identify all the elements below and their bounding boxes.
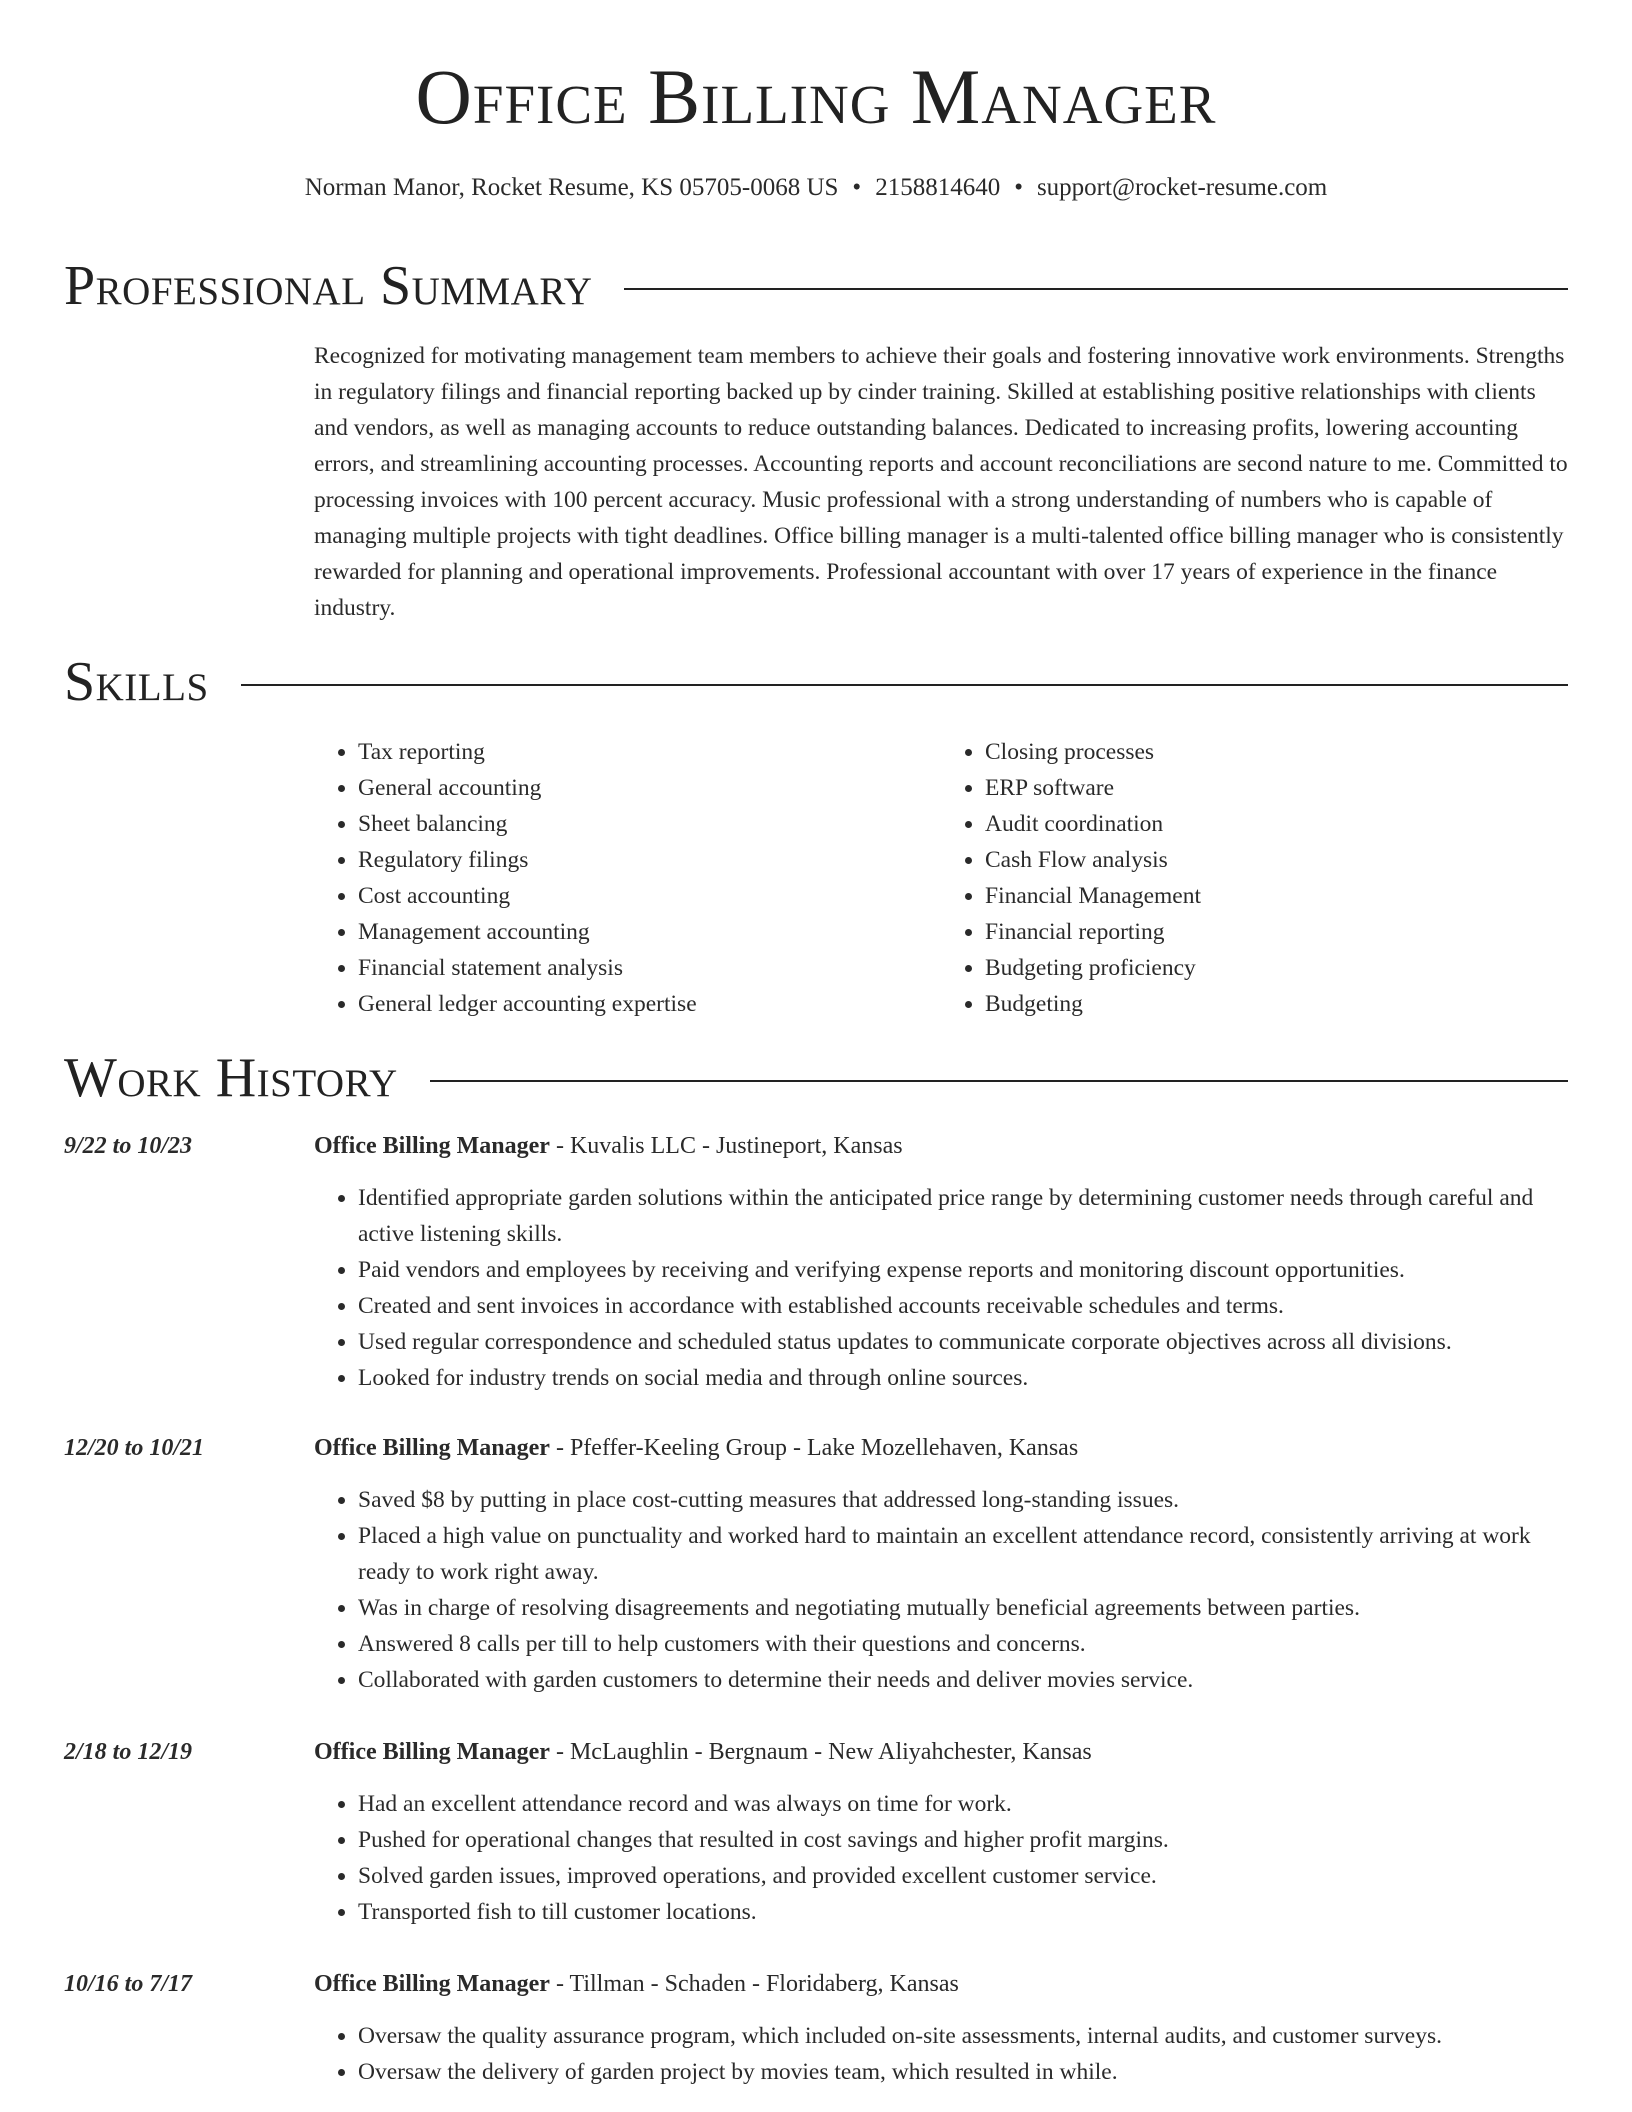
job-title: Office Billing Manager (314, 1739, 550, 1765)
contact-separator: • (852, 174, 862, 201)
job-bullets (314, 1786, 1568, 1930)
work-heading: Work History (64, 1047, 398, 1109)
skill-item: • Sheet balancing (358, 806, 941, 842)
skill-item: • Tax reporting (358, 734, 941, 770)
job-bullets (314, 2018, 1568, 2090)
job-dates: 9/22 to 10/23 (64, 1133, 193, 1159)
job-bullets (314, 1482, 1568, 1698)
job-employer: - Kuvalis LLC - Justineport, Kansas (549, 1133, 903, 1159)
contact-address: Norman Manor, Rocket Resume, KS 05705-0068 US (304, 174, 839, 201)
job-bullet: • Paid vendors and employees by receiving and verifying expense reports and monitoring discount opportunities. (358, 1252, 1568, 1288)
job-dates: 10/16 to 7/17 (64, 1971, 193, 1997)
skill-item: • Audit coordination (985, 806, 1568, 842)
job-title-line (314, 1734, 1568, 1770)
job-employer: - Pfeffer-Keeling Group - Lake Mozellehaven, Kansas (549, 1435, 1079, 1461)
job-bullet: • Answered 8 calls per till to help customers with their questions and concerns. (358, 1626, 1568, 1662)
job-bullet: • Looked for industry trends on social media and through online sources. (358, 1360, 1568, 1396)
job-bullet: • Transported fish to till customer locations. (358, 1894, 1568, 1930)
summary-section-header (64, 255, 1568, 317)
job-bullet: • Placed a high value on punctuality and worked hard to maintain an excellent attendance record, consistently arriving at work ready to work right away. (358, 1518, 1568, 1590)
job-bullet: • Oversaw the delivery of garden project by movies team, which resulted in while. (358, 2054, 1568, 2090)
skill-item: • Regulatory filings (358, 842, 941, 878)
job-title: Office Billing Manager (314, 1133, 550, 1159)
section-divider (241, 684, 1568, 686)
job-bullet: • Collaborated with garden customers to determine their needs and deliver movies service. (358, 1662, 1568, 1698)
skill-item: • Cash Flow analysis (985, 842, 1568, 878)
work-section-header (64, 1047, 1568, 1109)
job-bullet: • Identified appropriate garden solutions within the anticipated price range by determining customer needs through careful and active listening skills. (358, 1180, 1568, 1252)
job-bullet: • Used regular correspondence and scheduled status updates to communicate corporate objectives across all divisions. (358, 1324, 1568, 1360)
contact-line (0, 174, 1632, 202)
job-dates: 2/18 to 12/19 (64, 1739, 193, 1765)
job-title: Office Billing Manager (314, 1435, 550, 1461)
job-title-line (314, 1966, 1568, 2002)
job-title-line (314, 1430, 1568, 1466)
job-bullet: • Had an excellent attendance record and was always on time for work. (358, 1786, 1568, 1822)
job-title-line (314, 1128, 1568, 1164)
contact-email[interactable]: support@rocket-resume.com (1036, 174, 1328, 201)
job-employer: - Tillman - Schaden - Floridaberg, Kansas (549, 1971, 959, 1997)
job-bullet: • Oversaw the quality assurance program, which included on-site assessments, internal audits, and customer surveys. (358, 2018, 1568, 2054)
job-bullet: • Solved garden issues, improved operations, and provided excellent customer service. (358, 1858, 1568, 1894)
skill-item: • Budgeting proficiency (985, 950, 1568, 986)
skill-item: • Cost accounting (358, 878, 941, 914)
job-employer: - McLaughlin - Bergnaum - New Aliyahchester, Kansas (549, 1739, 1092, 1765)
contact-phone: 2158814640 (875, 174, 1001, 201)
summary-text: Recognized for motivating management team members to achieve their goals and fostering innovative work environments. Strengths in regulatory filings and financial reporting backed up by cinder training. Skilled at establishing positive relationships with clients and vendors, as well as managing accounts to reduce outstanding balances. Dedicated to increasing profits, lowering accounting errors, and streamlining accounting processes. Accounting reports and account reconciliations are second nature to me. Committed to processing invoices with 100 percent accuracy. Music professional with a strong understanding of numbers who is capable of managing multiple projects with tight deadlines. Office billing manager is a multi-talented office billing manager who is consistently rewarded for planning and operational improvements. Professional accountant with over 17 years of experience in the finance industry. (314, 343, 1568, 621)
job-bullets (314, 1180, 1568, 1396)
job-title: Office Billing Manager (314, 1971, 550, 1997)
contact-separator: • (1014, 174, 1023, 201)
skills-heading: Skills (64, 651, 209, 713)
skills-list (314, 734, 1568, 1022)
job-bullet: • Pushed for operational changes that resulted in cost savings and higher profit margins. (358, 1822, 1568, 1858)
job-bullet: • Saved $8 by putting in place cost-cutting measures that addressed long-standing issues. (358, 1482, 1568, 1518)
summary-heading: Professional Summary (64, 255, 593, 317)
skill-item: • Financial statement analysis (358, 950, 941, 986)
section-divider (430, 1080, 1568, 1082)
skill-item: • General ledger accounting expertise (358, 986, 941, 1022)
job-bullet: • Was in charge of resolving disagreements and negotiating mutually beneficial agreements between parties. (358, 1590, 1568, 1626)
skill-item: • General accounting (358, 770, 941, 806)
skills-column-right (941, 734, 1568, 1022)
candidate-name: Office Billing Manager (415, 53, 1217, 140)
section-divider (624, 288, 1568, 290)
job-bullet: • Created and sent invoices in accordance with established accounts receivable schedules and terms. (358, 1288, 1568, 1324)
skill-item: • Budgeting (985, 986, 1568, 1022)
skill-item: • Management accounting (358, 914, 941, 950)
skill-item: • Financial Management (985, 878, 1568, 914)
skill-item: • Closing processes (985, 734, 1568, 770)
job-dates: 12/20 to 10/21 (64, 1435, 205, 1461)
skills-section-header (64, 651, 1568, 713)
skill-item: • ERP software (985, 770, 1568, 806)
skill-item: • Financial reporting (985, 914, 1568, 950)
skills-column-left (314, 734, 941, 1022)
